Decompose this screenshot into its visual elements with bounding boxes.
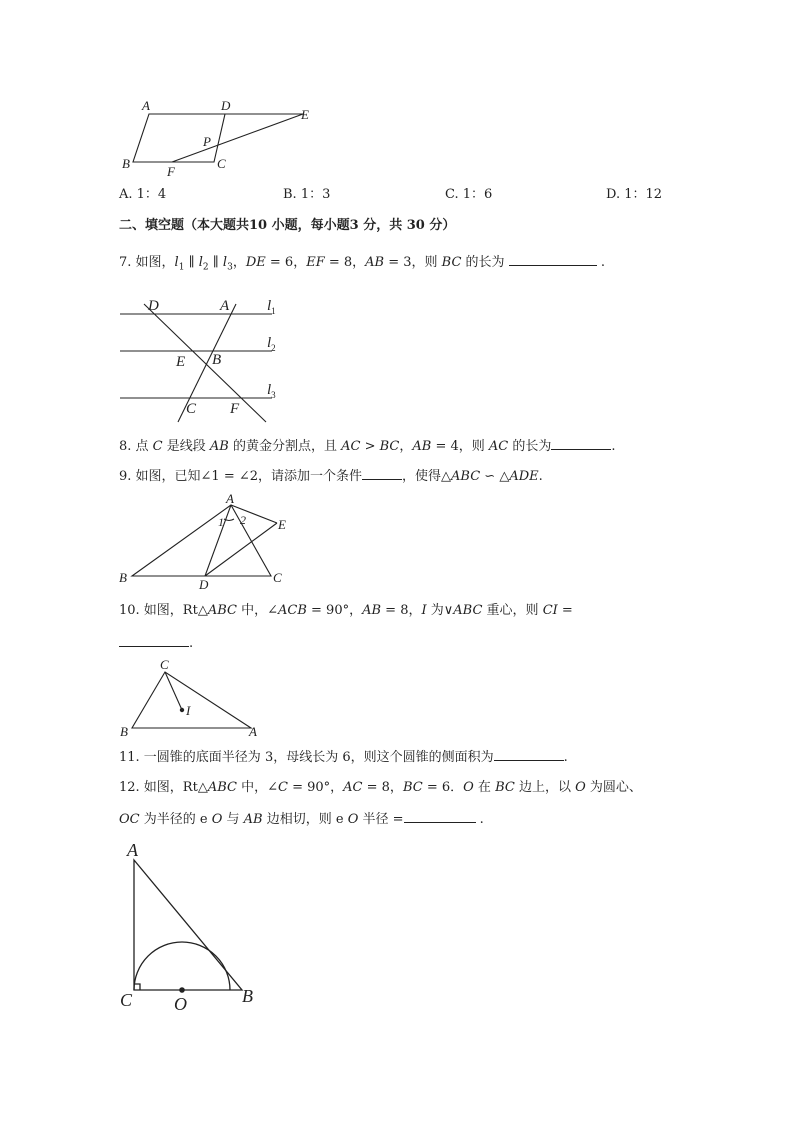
q6-figure <box>118 96 318 181</box>
fig7-label-l3: l <box>267 382 272 398</box>
fig10-label-A: A <box>249 724 257 738</box>
section-heading: 二、填空题（本大题共10 小题，每小题3 分，共 30 分） <box>119 218 456 233</box>
fig9-label-B: B <box>119 570 127 585</box>
fig9-label-E: E <box>278 517 286 532</box>
answer-blank-9[interactable] <box>362 467 402 480</box>
fig7-sub-3: 3 <box>271 390 276 400</box>
fig7-sub-1: 1 <box>271 306 276 316</box>
fig9-label-D: D <box>199 577 209 590</box>
question-12-line1: 12. 如图，Rt△ABC 中，∠C = 90°，AC = 8，BC = 6．O 在 BC 边上，以 O 为圆心、 <box>119 780 642 795</box>
fig7-sub-2: 2 <box>271 343 276 353</box>
fig9-label-C: C <box>273 570 282 585</box>
fig6-label-E: E <box>301 107 309 122</box>
fig7-label-F: F <box>230 401 240 417</box>
option-b: B. 1：3 <box>283 187 331 202</box>
fig7-label-B: B <box>212 352 222 368</box>
option-c: C. 1：6 <box>445 187 493 202</box>
fig7-label-l2: l <box>267 335 272 351</box>
question-10-answer-line: . <box>119 634 193 653</box>
fig6-label-F: F <box>167 164 175 179</box>
fig10-label-B: B <box>120 724 128 738</box>
fig12-label-C: C <box>120 990 133 1010</box>
option-a: A. 1：4 <box>119 187 167 202</box>
fig10-label-C: C <box>160 657 169 672</box>
answer-blank-12[interactable] <box>404 810 476 823</box>
fig9-angle-2: 2 <box>240 513 246 527</box>
option-d: D. 1：12 <box>606 187 663 202</box>
fig6-label-A: A <box>142 98 150 113</box>
question-12-line2: OC 为半径的 e O 与 AB 边相切，则 e O 半径 = . <box>119 812 484 827</box>
fig12-label-O: O <box>174 994 187 1014</box>
fig7-label-C: C <box>186 401 197 417</box>
svg-text:l3 <box>267 382 276 400</box>
fig12-label-A: A <box>127 840 138 860</box>
fig6-label-B: B <box>122 156 130 171</box>
answer-blank-10[interactable] <box>119 634 189 647</box>
question-8: 8. 点 C 是线段 AB 的黄金分割点，且 AC > BC，AB = 4，则 AC 的长为 . <box>119 439 616 454</box>
svg-text:l1 <box>267 298 276 316</box>
q10-figure <box>116 656 266 738</box>
fig6-label-C: C <box>217 156 226 171</box>
answer-blank-7[interactable] <box>509 253 597 266</box>
fig6-label-P: P <box>203 134 211 149</box>
q7-figure <box>114 292 289 424</box>
fig10-label-I: I <box>186 703 191 718</box>
q12-figure <box>114 838 264 1018</box>
fig7-label-l1: l <box>267 298 272 314</box>
question-7: 7. 如图，$l_1$ ∥ $l_2$ ∥ $l_3$，DE = 6，EF = 8，AB = 3，则 BC 的长为 . <box>119 255 605 273</box>
fig9-label-A: A <box>226 491 234 506</box>
q9-figure <box>114 490 299 590</box>
question-10: 10. 如图，Rt△ABC 中，∠ACB = 90°，AB = 8，I 为∨ABC 重心，则 CI = <box>119 603 573 618</box>
fig7-label-D: D <box>148 298 159 314</box>
answer-blank-11[interactable] <box>494 748 564 761</box>
svg-text:l2 <box>267 335 276 353</box>
fig9-angle-1: 1 <box>218 515 224 529</box>
question-11: 11. 一圆锥的底面半径为 3，母线长为 6，则这个圆锥的侧面积为 . <box>119 750 568 765</box>
fig7-label-E: E <box>176 354 186 370</box>
fig6-label-D: D <box>221 98 231 113</box>
fig7-label-A: A <box>220 298 230 314</box>
answer-blank-8[interactable] <box>551 437 611 450</box>
fig12-label-B: B <box>242 986 253 1006</box>
question-9: 9. 如图，已知∠1 = ∠2，请添加一个条件 ，使得△ABC ∽ △ADE. <box>119 469 543 484</box>
